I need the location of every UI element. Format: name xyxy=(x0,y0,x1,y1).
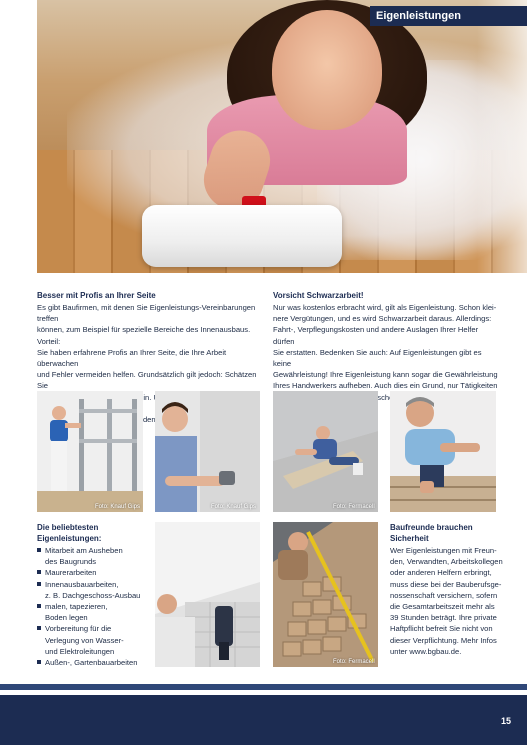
hero-paint-roller xyxy=(142,205,342,267)
safety-heading: Baufreunde brauchen Sicherheit xyxy=(390,523,473,543)
photo-credit-2: Foto: Knauf Gips xyxy=(211,504,257,510)
photo-paving-stones-art xyxy=(273,522,378,667)
photo-credit-3: Foto: Fermacell xyxy=(333,504,375,510)
list-item: Außen-, Gartenbauarbeiten xyxy=(37,657,149,668)
photo-paving-stones xyxy=(273,522,378,667)
photo-man-tile-laying xyxy=(390,391,496,512)
photo-man-drywall-screw-art xyxy=(155,391,260,512)
photo-man-floor-board-art xyxy=(273,391,378,512)
list-item: Vorbereitung für die Verlegung von Wasser- und Elektroleitungen xyxy=(37,623,149,657)
photo-man-drill-art xyxy=(155,522,260,667)
footer-bar xyxy=(0,695,527,745)
eigenleistungen-list xyxy=(37,545,149,668)
photo-man-drywall-screw xyxy=(155,391,260,512)
photo-drywall-frame xyxy=(37,391,143,512)
hero-wall-light xyxy=(477,0,527,273)
left-article-body: Es gibt Baufirmen, mit denen Sie Eigenleistungs-Vereinbarungen treffen können, zum Beispiel für spezielle Bereiche des Innenausbaus. Vorteil: Sie haben erfahrene Profis an Ihrer Seite, die Ihre Arbeit überwachen und Fehler vermeiden helfen. Grundsätzlich gilt jedoch: Schätzen Sie ein. xyxy=(37,303,257,402)
photo-man-floor-board xyxy=(273,391,378,512)
page-number: 15 xyxy=(500,716,511,726)
photo-man-drill xyxy=(155,522,260,667)
photo-drywall-frame-art xyxy=(37,391,143,512)
list-item: Maurerarbeiten xyxy=(37,567,149,578)
photo-credit-6: Foto: Fermacell xyxy=(333,659,375,665)
list-item: Innenausbauarbeiten, z. B. Dachgeschoss-Ausbau xyxy=(37,579,149,601)
hero-woman-face xyxy=(272,10,382,130)
section-tag: Eigenleistungen xyxy=(370,6,527,26)
right-article-heading: Vorsicht Schwarzarbeit! xyxy=(273,291,364,300)
list-item: Mitarbeit am Ausheben des Baugrunds xyxy=(37,545,149,567)
photo-credit-1: Foto: Knauf Gips xyxy=(95,504,141,510)
list-item: malen, tapezieren, Boden legen xyxy=(37,601,149,623)
photo-man-tile-laying-art xyxy=(390,391,496,512)
right-article-body: Nur was kostenlos erbracht wird, gilt als Eigenleistung. Schon klei- nere Vergütungen, und es wird Schwarzarbeit daraus. Allerdings: Fahrt-, Verpflegungskosten und andere Auslagen Ihrer Helfer dürfen Sie erstatten. Bedenken Sie auch: Auf Eigenleistungen gibt es keine Gewährleistung! Ihre Eigenleistung kann sogar die Gewährleistung Ihres Handwerkers aufheben. Auch dies ein Grund, nur Tätigkeiten xyxy=(273,303,498,391)
hero-photo xyxy=(37,0,527,273)
safety-body: Wer Eigenleistungen mit Freun- den, Verwandten, Arbeitskollegen oder anderen Helfern erbringt, muss diese bei der Bauberufsge- nossenschaft versichern, sofern die Gesamtarbeitszeit mehr als 39 Stunden beträgt. Ihre private Haftpflicht befreit Sie nicht von dieser Verpflichtung. Mehr Infos unter www.bgbau.de. xyxy=(390,546,503,656)
left-article-heading: Besser mit Profis an Ihrer Seite xyxy=(37,291,156,300)
list-heading: Die beliebtesten Eigenleistungen: xyxy=(37,523,102,543)
